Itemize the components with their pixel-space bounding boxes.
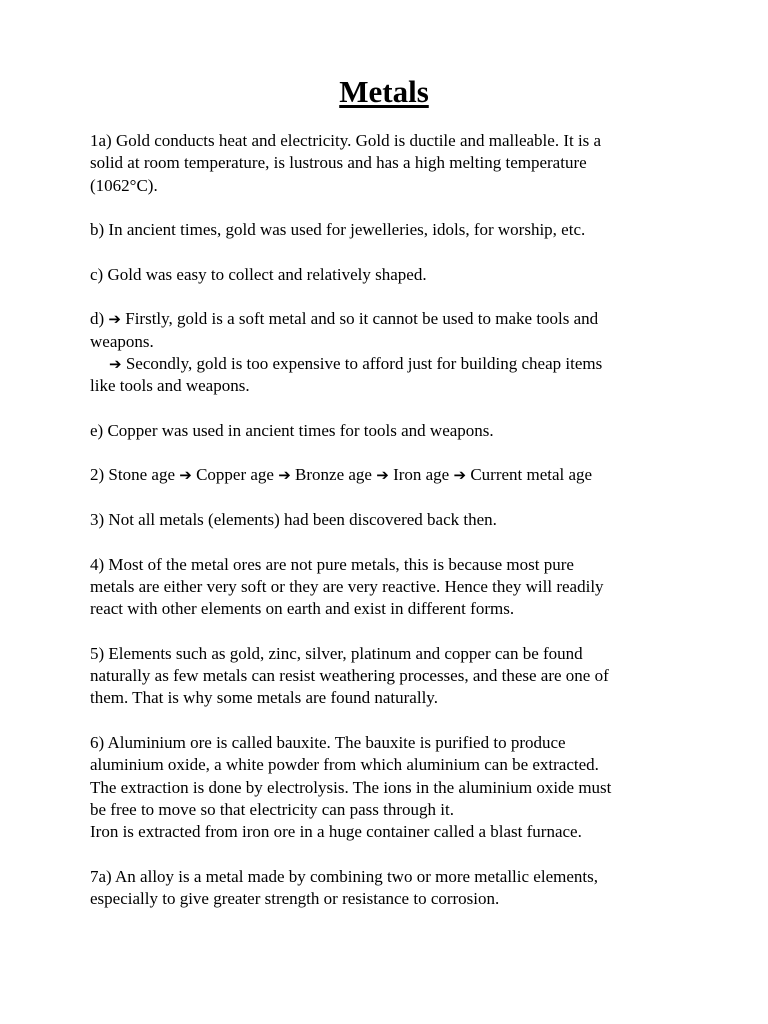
text-line: weapons. [90, 331, 154, 351]
text-line: solid at room temperature, is lustrous and has a high melting temperature [90, 153, 587, 173]
age-stage: Current metal age [470, 465, 593, 485]
text-line: like tools and weapons. [90, 376, 250, 396]
text-line: 3) Not all metals (elements) had been discovered back then. [90, 510, 497, 530]
text-line: e) Copper was used in ancient times for tools and weapons. [90, 420, 494, 440]
age-stage: Stone age [108, 465, 175, 485]
arrow-right-icon: ➔ [179, 466, 192, 485]
point-text: Secondly, gold is too expensive to afford just for building cheap items [121, 353, 603, 373]
age-stage: Iron age [393, 465, 450, 485]
arrow-right-icon: ➔ [109, 354, 122, 373]
point-text: Firstly, gold is a soft metal and so it cannot be used to make tools and [121, 309, 599, 329]
text-line: (1062°C). [90, 175, 158, 195]
paragraph-1a [90, 130, 680, 197]
text-line [90, 353, 680, 375]
text-line [90, 308, 680, 330]
paragraph-2 [90, 464, 680, 486]
text-line: react with other elements on earth and exist in different forms. [90, 599, 515, 619]
paragraph-1c [90, 264, 680, 286]
text-line: especially to give greater strength or resistance to corrosion. [90, 889, 500, 909]
page-title: Metals [339, 74, 429, 109]
text-line: 7a) An alloy is a metal made by combining two or more metallic elements, [90, 866, 598, 886]
text-line: naturally as few metals can resist weathering processes, and these are one of [90, 666, 609, 686]
text-line: b) In ancient times, gold was used for jewelleries, idols, for worship, etc. [90, 220, 586, 240]
text-line: 5) Elements such as gold, zinc, silver, platinum and copper can be found [90, 643, 583, 663]
text-line: metals are either very soft or they are very reactive. Hence they will readily [90, 576, 604, 596]
paragraph-3 [90, 509, 680, 531]
age-stage: Copper age [196, 465, 274, 485]
item-prefix: d) [90, 309, 109, 329]
paragraph-1b [90, 219, 680, 241]
paragraph-1e [90, 420, 680, 442]
arrow-right-icon: ➔ [376, 466, 389, 485]
text-line: them. That is why some metals are found naturally. [90, 688, 438, 708]
document-body [90, 130, 680, 933]
paragraph-1d [90, 308, 680, 397]
text-line [90, 464, 680, 486]
paragraph-7a [90, 866, 680, 911]
text-line: Iron is extracted from iron ore in a huge container called a blast furnace. [90, 822, 582, 842]
age-stage: Bronze age [295, 465, 372, 485]
paragraph-4 [90, 554, 680, 621]
paragraph-5 [90, 643, 680, 710]
paragraph-6 [90, 732, 680, 843]
text-line: The extraction is done by electrolysis. The ions in the aluminium oxide must [90, 777, 612, 797]
arrow-right-icon: ➔ [453, 466, 467, 485]
text-line: 1a) Gold conducts heat and electricity. Gold is ductile and malleable. It is a [90, 131, 602, 150]
text-line: 6) Aluminium ore is called bauxite. The bauxite is purified to produce [90, 733, 566, 753]
text-line: aluminium oxide, a white powder from which aluminium can be extracted. [90, 755, 599, 775]
arrow-right-icon: ➔ [108, 310, 121, 329]
text-line: 4) Most of the metal ores are not pure metals, this is because most pure [90, 554, 574, 574]
text-line: c) Gold was easy to collect and relatively shaped. [90, 264, 427, 284]
item-prefix: 2) [90, 465, 109, 485]
arrow-right-icon: ➔ [278, 466, 291, 485]
text-line: be free to move so that electricity can pass through it. [90, 799, 454, 819]
